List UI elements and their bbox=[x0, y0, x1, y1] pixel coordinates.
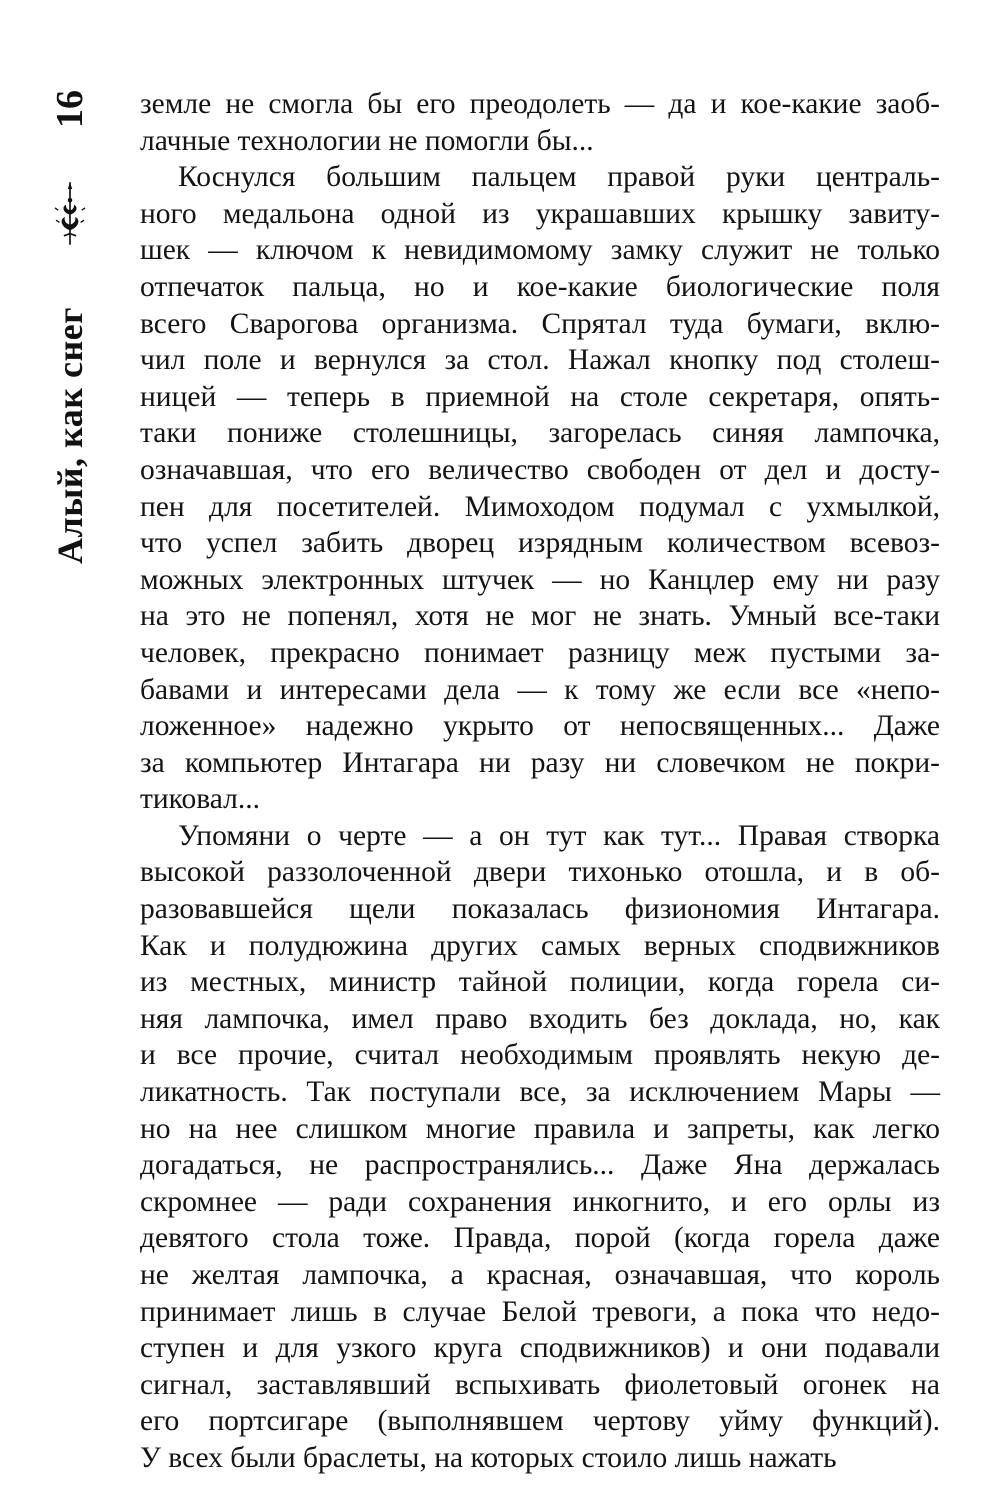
text-line: чил поле и вернулся за стол. Нажал кнопку под столеш- bbox=[140, 344, 940, 377]
text-line: сигнал, заставлявший вспыхивать фиолетовый огонек на bbox=[140, 1368, 940, 1401]
text-line: Упомяни о черте — а он тут как тут... Правая створка bbox=[178, 819, 940, 852]
text-line: что успел забить дворец изрядным количеством всевоз- bbox=[140, 527, 940, 560]
text-line: означавшая, что его величество свободен от дел и досту- bbox=[140, 453, 940, 486]
text-line: девятого стола тоже. Правда, порой (когда горела даже bbox=[140, 1222, 940, 1255]
text-line: ликатность. Так поступали все, за исключением Мары — bbox=[140, 1076, 940, 1109]
text-line: и все прочие, считал необходимым проявлять некую де- bbox=[140, 1039, 940, 1072]
paragraph bbox=[140, 86, 940, 159]
running-header bbox=[20, 90, 120, 570]
text-line: бавами и интересами дела — к тому же если все «непо- bbox=[140, 673, 940, 706]
text-line: ного медальона одной из украшавших крышку завиту- bbox=[140, 197, 940, 230]
text-line: всего Сварогова организма. Спрятал туда бумаги, вклю- bbox=[140, 307, 940, 340]
text-line: ложенное» надежно укрыто от непосвященных... Даже bbox=[140, 710, 940, 743]
text-line: тиковал... bbox=[140, 783, 261, 816]
text-line: земле не смогла бы его преодолеть — да и кое-какие заоб- bbox=[140, 88, 940, 120]
text-line: не желтая лампочка, а красная, означавшая, что король bbox=[140, 1259, 940, 1291]
text-line: можных электронных штучек — но Канцлер ему ни разу bbox=[140, 563, 940, 596]
text-line: за компьютер Интагара ни разу ни словечком не покри- bbox=[140, 746, 940, 779]
book-title: Алый, как снег bbox=[50, 306, 90, 564]
text-line: скромнее — ради сохранения инкогнито, и его орлы из bbox=[140, 1185, 940, 1218]
text-line: ницей — теперь в приемной на столе секретаря, опять- bbox=[140, 380, 940, 413]
text-line: на это не попенял, хотя не мог не знать. Умный все-таки bbox=[140, 600, 940, 633]
paragraph bbox=[140, 159, 940, 818]
text-line: разовавшейся щели показалась физиономия Интагара. bbox=[140, 893, 940, 926]
text-line: человек, прекрасно понимает разницу меж пустыми за- bbox=[140, 636, 940, 669]
text-line: У всех были браслеты, на которых стоило лишь нажать bbox=[140, 1441, 837, 1474]
text-line: таки пониже столешницы, загорелась синяя лампочка, bbox=[140, 417, 940, 450]
running-header-rotated bbox=[20, 90, 120, 570]
text-line: пен для посетителей. Мимоходом подумал с ухмылкой, bbox=[140, 490, 940, 523]
text-line: лачные технологии не помогли бы... bbox=[140, 124, 594, 157]
body-text bbox=[140, 86, 940, 1477]
text-line: шек — ключом к невидимомому замку служит не только bbox=[140, 234, 940, 267]
text-line: ступен и для узкого круга сподвижников) и они подавали bbox=[140, 1332, 940, 1365]
paragraph bbox=[140, 818, 940, 1477]
text-line: Коснулся большим пальцем правой руки централь- bbox=[178, 161, 940, 194]
text-line: из местных, министр тайной полиции, когда горела си- bbox=[140, 966, 940, 999]
text-line: но на нее слишком многие правила и запреты, как легко bbox=[140, 1112, 940, 1145]
text-line: его портсигаре (выполнявшем чертову уйму функций). bbox=[140, 1405, 940, 1438]
text-line: высокой раззолоченной двери тихонько отошла, и в об- bbox=[140, 856, 940, 889]
text-line: няя лампочка, имел право входить без доклада, но, как bbox=[140, 1002, 940, 1035]
page-number: 16 bbox=[49, 90, 91, 128]
text-line: отпечаток пальца, но и кое-какие биологические поля bbox=[140, 270, 940, 303]
text-line: догадаться, не распространялись... Даже Яна держалась bbox=[140, 1149, 940, 1182]
text-line: принимает лишь в случае Белой тревоги, а пока что недо- bbox=[140, 1295, 940, 1328]
text-line: Как и полудюжина других самых верных сподвижников bbox=[140, 929, 940, 962]
ornament-icon bbox=[39, 180, 101, 247]
